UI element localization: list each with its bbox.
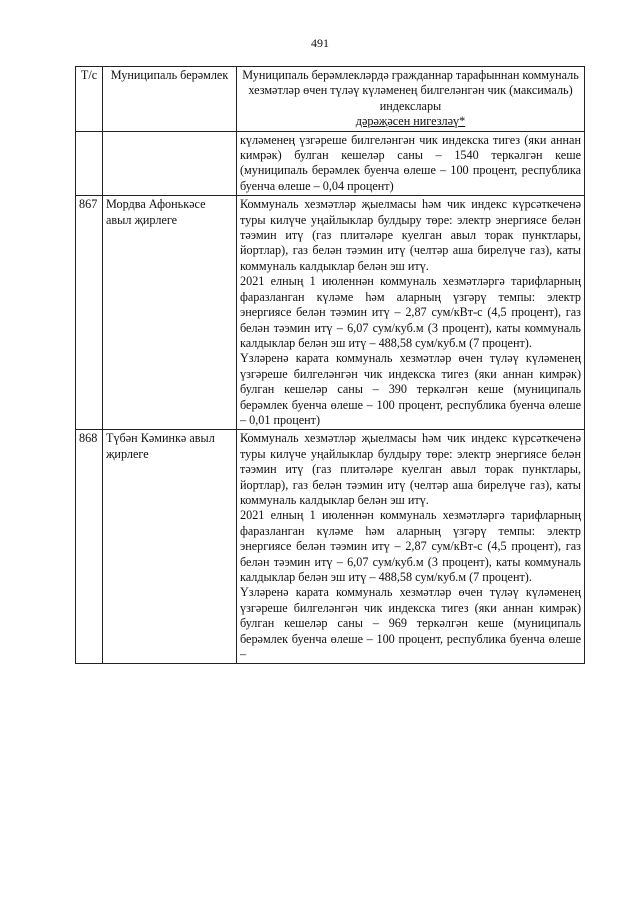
row-municipality: Түбән Кәминкә авыл җирлеге [103, 430, 237, 664]
row-municipality: Мордва Афонькәсе авыл җирлеге [103, 196, 237, 430]
row-basis [237, 131, 585, 196]
row-number: 868 [76, 430, 103, 664]
row-number [76, 131, 103, 196]
table-header-row [76, 67, 585, 132]
row-paragraph: күләменең үзгәреше билгеләнгән чик индекска тигез (яки аннан кимрәк) булган кешеләр саны – 1540 теркәлгән кеше (муниципаль берәмлек буенча өлеше – 100 процент, республика буенча өлеше – 0,04 процент) [240, 132, 581, 193]
header-col-no: Т/с [76, 67, 103, 132]
row-paragraph: 2021 елның 1 июленнән коммуналь хезмәтләргә тарифларның фаразланган күләме һәм аларның үзгәрү темпы: электр энергиясе белән тәэмин итү – 2,87 сум/кВт-с (4,5 процент), газ белән тәэмин итү – 6,07 сум/куб.м (3 процент), каты коммуналь калдыклар белән эш итү – 488,58 сум/куб.м (7 процент). [240, 508, 581, 584]
table-row [76, 196, 585, 430]
row-paragraph: Коммуналь хезмәтләр җыелмасы һәм чик индекс күрсәткеченә туры килүче уңайлыклар булдыру төре: электр энергиясе белән тәэмин итү (газ плитәләре куелган авыл торак пунктлары, йортлар), газ белән тәэмин итү (челтәр аша бирелүче газ), каты коммуналь калдыклар белән эш итү. [240, 431, 581, 507]
row-municipality [103, 131, 237, 196]
header-basis-text: Муниципаль берәмлекләрдә гражданнар тарафыннан коммуналь хезмәтләр өчен түләү күләменең билгеләнгән чик (максималь) индекслары [242, 68, 579, 113]
row-paragraph: Үзләренә карата коммуналь хезмәтләр өчен түләү күләменең үзгәреше билгеләнгән чик индекска тигез (яки аннан кимрәк) булган кешеләр саны – 969 теркәлгән кеше (муниципаль берәмлек буенча өлеше – 100 процент, республика буенча өлеше – [240, 585, 581, 662]
row-number: 867 [76, 196, 103, 430]
tariff-table [75, 66, 585, 664]
header-basis-text-tail: дәрәҗәсен нигезләү* [355, 114, 466, 129]
row-paragraph: Үзләренә карата коммуналь хезмәтләр өчен түләү күләменең үзгәреше билгеләнгән чик индекска тигез (яки аннан кимрәк) булган кешеләр саны – 390 теркәлгән кеше (муниципаль берәмлек буенча өлеше – 100 процент, республика буенча өлеше – 0,01 процент) [240, 351, 581, 427]
row-basis [237, 430, 585, 664]
row-paragraph: 2021 елның 1 июленнән коммуналь хезмәтләргә тарифларның фаразланган күләме һәм аларның үзгәрү темпы: электр энергиясе белән тәэмин итү – 2,87 сум/кВт-с (4,5 процент), газ белән тәэмин итү – 6,07 сум/куб.м (3 процент), каты коммуналь калдыклар белән эш итү – 488,58 сум/куб.м (7 процент). [240, 274, 581, 350]
row-basis [237, 196, 585, 430]
table-row [76, 131, 585, 196]
header-col-basis [237, 67, 585, 132]
table-row [76, 430, 585, 664]
header-col-municipality: Муниципаль берәмлек [103, 67, 237, 132]
page-number: 491 [311, 36, 329, 50]
row-paragraph: Коммуналь хезмәтләр җыелмасы һәм чик индекс күрсәткеченә туры килүче уңайлыклар булдыру төре: электр энергиясе белән тәэмин итү (газ плитәләре куелган авыл торак пунктлары, йортлар), газ белән тәэмин итү (челтәр аша бирелүче газ), каты коммуналь калдыклар белән эш итү. [240, 197, 581, 273]
